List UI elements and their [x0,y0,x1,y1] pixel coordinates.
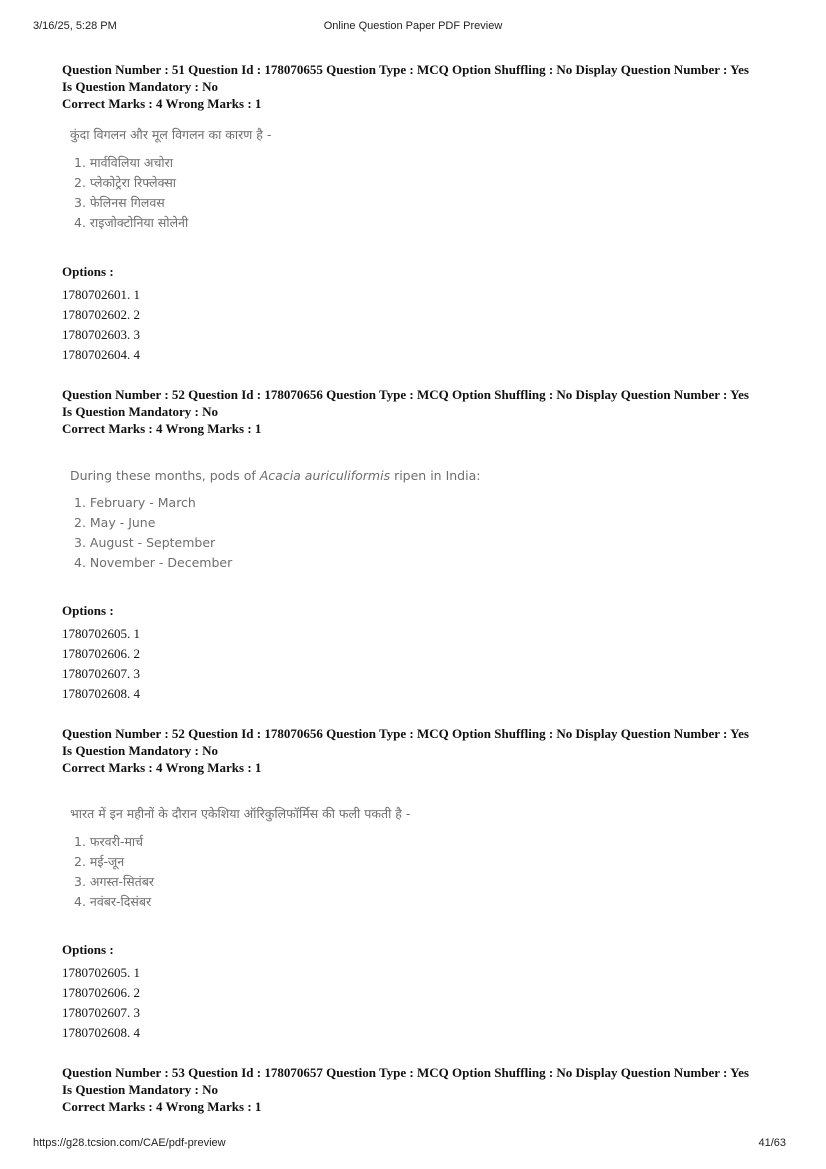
question-mandatory: Is Question Mandatory : No [62,1082,219,1097]
option-row: 1780702605. 1 [62,965,140,980]
question-52-header [62,386,782,437]
question-mandatory: Is Question Mandatory : No [62,79,219,94]
option-row: 1780702604. 4 [62,347,140,362]
question-51-image [70,126,271,236]
image-option-1: 1. फरवरी-मार्च [74,834,144,849]
question-text: कुंदा विगलन और मूल विगलन का कारण है - [70,127,272,142]
option-row: 1780702608. 4 [62,1025,140,1040]
question-51-header [62,61,782,112]
question-meta: Question Number : 53 Question Id : 178070657 Question Type : MCQ Option Shuffling : No Display Question Number : Yes [62,1065,749,1080]
image-option-3: 3. अगस्त-सितंबर [74,874,155,889]
question-52-hindi-image [70,805,410,915]
question-text [70,468,480,483]
page-url: https://g28.tcsion.com/CAE/pdf-preview [33,1137,226,1149]
image-option-3: 3. August - September [74,535,216,550]
option-row: 1780702607. 3 [62,1005,140,1020]
image-option-3: 3. फेलिनस गिलवस [74,195,165,210]
page-title: Online Question Paper PDF Preview [323,20,503,32]
question-52-hindi-options [62,942,140,1045]
image-option-4: 4. राइजोक्टोनिया सोलेनी [74,215,189,230]
print-datetime: 3/16/25, 5:28 PM [33,20,117,32]
question-text-pre: During these months, pods of [70,468,260,483]
option-row: 1780702606. 2 [62,985,140,1000]
image-option-1: 1. मार्वविलिया अचोरा [74,155,173,170]
option-row: 1780702607. 3 [62,666,140,681]
options-label: Options : [62,942,114,957]
options-label: Options : [62,603,114,618]
image-option-4: 4. November - December [74,555,233,570]
option-row: 1780702605. 1 [62,626,140,641]
page-number: 41/63 [758,1137,786,1149]
image-option-2: 2. May - June [74,515,156,530]
question-marks: Correct Marks : 4 Wrong Marks : 1 [62,96,262,111]
option-row: 1780702602. 2 [62,307,140,322]
option-row: 1780702608. 4 [62,686,140,701]
question-52-options [62,603,140,706]
question-mandatory: Is Question Mandatory : No [62,743,219,758]
question-52-image [70,468,480,576]
question-marks: Correct Marks : 4 Wrong Marks : 1 [62,760,262,775]
question-52-hindi-header [62,725,782,776]
question-mandatory: Is Question Mandatory : No [62,404,219,419]
image-option-2: 2. मई-जून [74,854,125,869]
question-meta: Question Number : 51 Question Id : 178070655 Question Type : MCQ Option Shuffling : No Display Question Number : Yes [62,62,749,77]
question-text: भारत में इन महीनों के दौरान एकेशिया ऑरिकुलिफॉर्मिस की फली पकती है - [70,806,411,821]
question-marks: Correct Marks : 4 Wrong Marks : 1 [62,1099,262,1114]
question-text-post: ripen in India: [390,468,481,483]
image-option-2: 2. प्लेकोट्रेरा रिफ्लेक्सा [74,175,177,190]
option-row: 1780702603. 3 [62,327,140,342]
option-row: 1780702601. 1 [62,287,140,302]
options-label: Options : [62,264,114,279]
option-row: 1780702606. 2 [62,646,140,661]
image-option-4: 4. नवंबर-दिसंबर [74,894,152,909]
question-53-header [62,1064,782,1115]
question-marks: Correct Marks : 4 Wrong Marks : 1 [62,421,262,436]
question-51-options [62,264,140,367]
species-name: Acacia auriculiformis [259,468,391,483]
image-option-1: 1. February - March [74,495,196,510]
question-meta: Question Number : 52 Question Id : 178070656 Question Type : MCQ Option Shuffling : No Display Question Number : Yes [62,726,749,741]
question-meta: Question Number : 52 Question Id : 178070656 Question Type : MCQ Option Shuffling : No Display Question Number : Yes [62,387,749,402]
